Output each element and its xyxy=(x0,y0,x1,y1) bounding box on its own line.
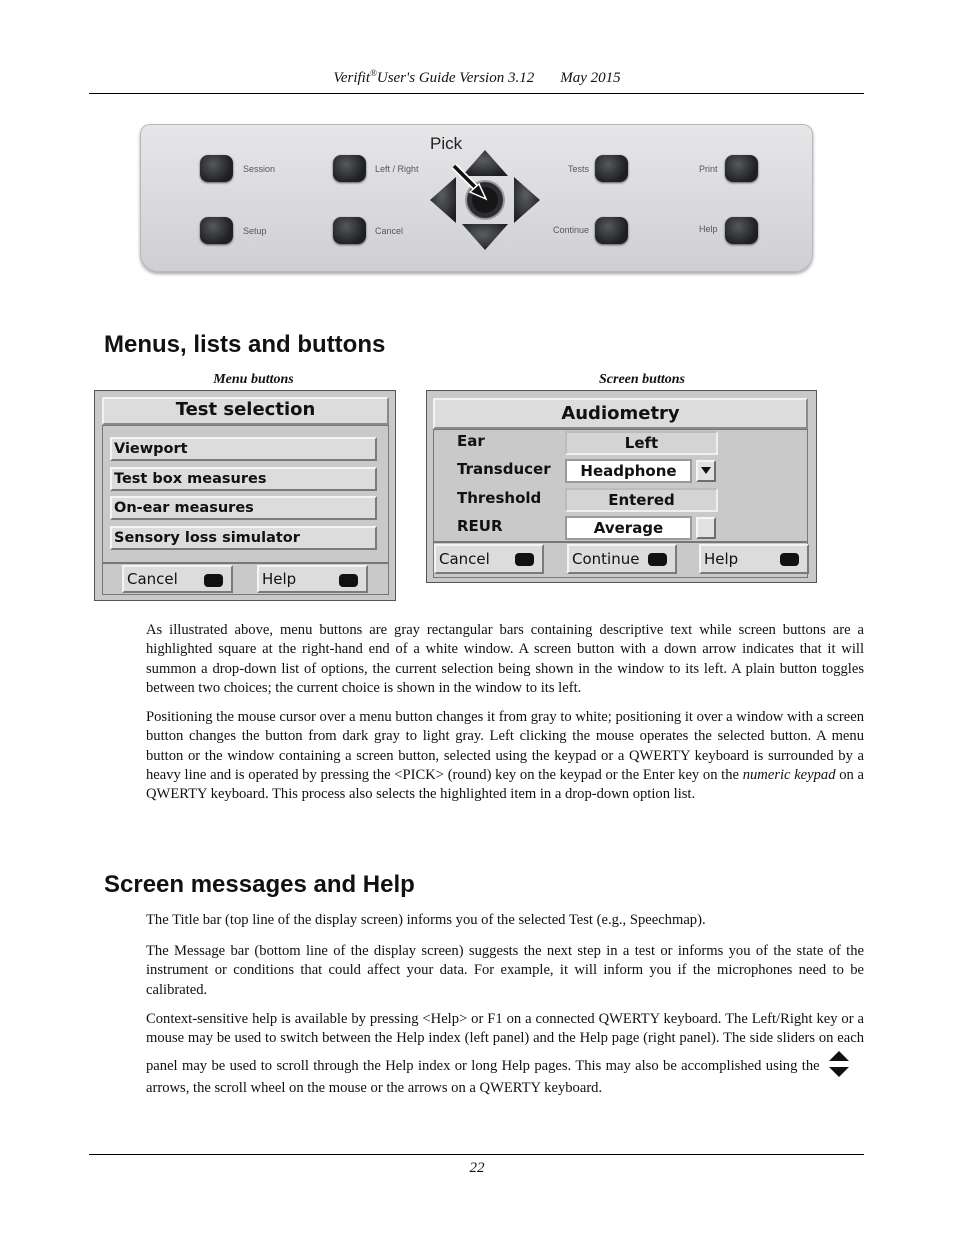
footer-rule xyxy=(89,1154,864,1155)
numeric-keypad-emphasis: numeric keypad xyxy=(742,766,836,783)
print-key xyxy=(725,155,758,182)
threshold-value-window[interactable]: Entered xyxy=(565,488,718,512)
help-button-label: Help xyxy=(262,570,297,588)
menu-button-on-ear-measures[interactable]: On-ear measures xyxy=(110,496,377,520)
audiometry-continue-indicator xyxy=(648,553,667,566)
row-label-ear: Ear xyxy=(457,432,485,450)
cancel-key xyxy=(333,217,366,244)
paragraph-mouse-cursor-end: on a QWERTY keyboard. This process also selects the highlighted item in a drop-down option list. xyxy=(146,766,864,803)
header-guide: User's Guide Version 3.12 xyxy=(376,70,535,86)
menu-button-sensory-loss-simulator[interactable]: Sensory loss simulator xyxy=(110,526,377,550)
header-brand: Verifit xyxy=(333,70,371,86)
paragraph-menu-buttons: As illustrated above, menu buttons are gray rectangular bars containing descriptive text while screen buttons are a highlighted square at the right-hand end of a white window. A screen button with a down arrow indicates that it will summon a drop-down list of options, the current selection being shown in the window to its left. A plain button toggles between two choices; the current choice is shown in the window to its left. xyxy=(146,622,864,696)
paragraph-mouse-cursor xyxy=(146,708,864,804)
keypad-label-cancel: Cancel xyxy=(375,226,404,236)
paragraph-help-end: arrows, the scroll wheel on the mouse or the arrows on a QWERTY keyboard. xyxy=(146,1079,603,1096)
session-key xyxy=(200,155,233,182)
audiometry-continue-button[interactable] xyxy=(567,544,677,574)
paragraph-message-bar: The Message bar (bottom line of the display screen) suggests the next step in a test or informs you of the state of the instrument or conditions that could affect your data. For example, it will inform you if the microphones need to be calibrated. xyxy=(146,943,864,998)
paragraph-title-bar: The Title bar (top line of the display screen) informs you of the selected Test (e.g., Speechmap). xyxy=(146,912,706,928)
tests-key xyxy=(595,155,628,182)
audiometry-help-label: Help xyxy=(704,550,739,568)
cancel-button-label: Cancel xyxy=(127,570,178,588)
registered-mark: ® xyxy=(370,68,377,78)
keypad-label-print: Print xyxy=(699,164,718,174)
dropdown-arrow-button[interactable] xyxy=(696,460,716,482)
header-date: May 2015 xyxy=(560,70,621,86)
pick-label: Pick xyxy=(430,134,463,153)
test-selection-panel xyxy=(94,390,396,601)
page-header xyxy=(0,68,954,87)
caption-screen-buttons: Screen buttons xyxy=(599,372,685,387)
keypad-label-continue: Continue xyxy=(553,225,590,235)
paragraph-help-text: Context-sensitive help is available by pressing <Help> or F1 on a connected QWERTY keyboard. The Left/Right key or a mouse may be used to switch between the Help index (left panel) and the Help page (right panel). The side sliders on each panel may be used to scroll through the Help index or long Help pages. This may also be accomplished using the xyxy=(146,1011,864,1074)
audiometry-continue-label: Continue xyxy=(572,550,640,568)
toggle-button[interactable] xyxy=(696,517,716,539)
audiometry-title: Audiometry xyxy=(433,398,808,429)
direction-pad-icon xyxy=(426,144,544,256)
keypad-label-session: Session xyxy=(243,164,276,174)
keypad-label-left-right: Left / Right xyxy=(375,164,419,174)
audiometry-cancel-button[interactable] xyxy=(434,544,544,574)
transducer-value-window[interactable]: Headphone xyxy=(565,459,692,483)
cancel-button-indicator xyxy=(204,574,223,587)
menu-button-test-box-measures[interactable]: Test box measures xyxy=(110,467,377,491)
row-label-transducer: Transducer xyxy=(457,460,551,478)
page-number: 22 xyxy=(469,1160,485,1176)
chevron-down-icon xyxy=(698,462,714,480)
scroll-arrows-icon xyxy=(828,1049,850,1079)
left-right-key xyxy=(333,155,366,182)
cancel-button[interactable] xyxy=(122,565,233,593)
section-heading-menus: Menus, lists and buttons xyxy=(104,331,386,358)
keypad-label-tests: Tests xyxy=(568,164,590,174)
row-label-threshold: Threshold xyxy=(457,489,542,507)
section-heading-screen-messages: Screen messages and Help xyxy=(104,871,415,898)
help-button-indicator xyxy=(339,574,358,587)
audiometry-panel xyxy=(426,390,817,583)
ear-value-window[interactable]: Left xyxy=(565,431,718,455)
reur-value-window[interactable]: Average xyxy=(565,516,692,540)
audiometry-cancel-indicator xyxy=(515,553,534,566)
audiometry-cancel-label: Cancel xyxy=(439,550,490,568)
caption-menu-buttons: Menu buttons xyxy=(213,372,294,387)
help-key xyxy=(725,217,758,244)
menu-button-viewport[interactable]: Viewport xyxy=(110,437,377,461)
header-rule xyxy=(89,93,864,94)
help-button[interactable] xyxy=(257,565,368,593)
paragraph-mouse-cursor-text: Positioning the mouse cursor over a menu button changes it from gray to white; positioning it over a window with a screen button changes the button from dark gray to light gray. Left clicking the mouse operates the selected button. A menu button or the window containing a screen button, selected using the keypad or a QWERTY keyboard is surrounded by a heavy line and is operated by pressing the <PICK> (round) key on the keypad or the Enter key on the xyxy=(146,709,864,783)
keypad-image xyxy=(140,124,813,272)
continue-key xyxy=(595,217,628,244)
paragraph-help xyxy=(146,1010,864,1098)
keypad-label-help: Help xyxy=(699,224,718,234)
keypad-label-setup: Setup xyxy=(243,226,267,236)
audiometry-help-indicator xyxy=(780,553,799,566)
setup-key xyxy=(200,217,233,244)
audiometry-help-button[interactable] xyxy=(699,544,809,574)
test-selection-title: Test selection xyxy=(102,397,389,425)
row-label-reur: REUR xyxy=(457,517,503,535)
